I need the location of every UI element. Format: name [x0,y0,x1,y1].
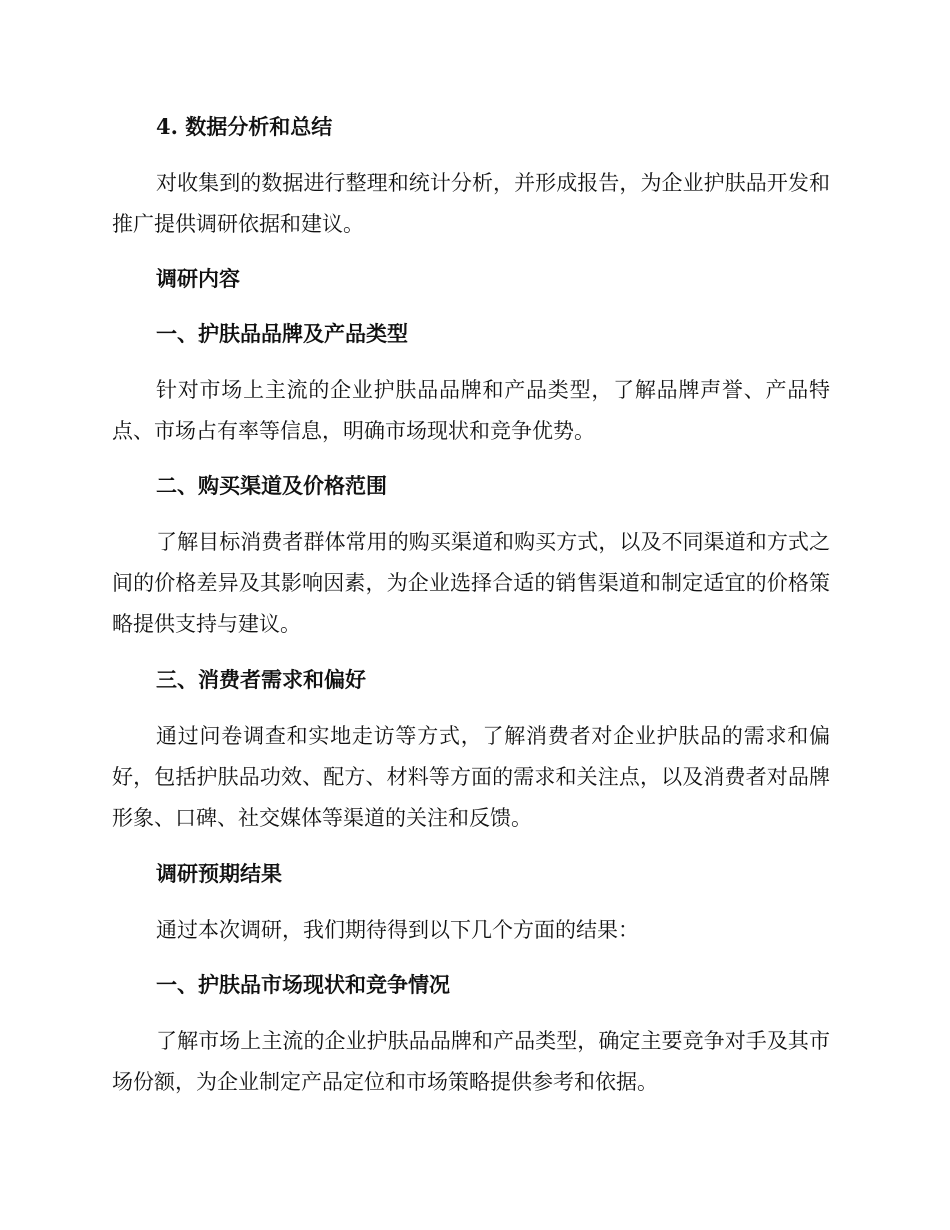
research-content-heading: 调研内容 [156,266,240,291]
content-3-heading: 三、消费者需求和偏好 [156,667,366,692]
result-1-paragraph: 了解市场上主流的企业护肤品品牌和产品类型，确定主要竞争对手及其市场份额，为企业制定产品定位和市场策略提供参考和依据。 [112,1029,830,1094]
content-1-paragraph: 针对市场上主流的企业护肤品品牌和产品类型，了解品牌声誉、产品特点、市场占有率等信息，明确市场现状和竞争优势。 [112,378,830,443]
content-1-heading: 一、护肤品品牌及产品类型 [156,321,408,346]
content-2-heading: 二、购买渠道及价格范围 [156,473,387,498]
expected-results-heading: 调研预期结果 [156,861,282,886]
content-2-paragraph: 了解目标消费者群体常用的购买渠道和购买方式，以及不同渠道和方式之间的价格差异及其影响因素，为企业选择合适的销售渠道和制定适宜的价格策略提供支持与建议。 [112,530,830,636]
result-1-heading: 一、护肤品市场现状和竞争情况 [156,972,450,997]
section-4-heading: 4. 数据分析和总结 [156,114,333,139]
section-4-paragraph: 对收集到的数据进行整理和统计分析，并形成报告，为企业护肤品开发和推广提供调研依据和建议。 [112,171,830,236]
content-3-paragraph: 通过问卷调查和实地走访等方式，了解消费者对企业护肤品的需求和偏好，包括护肤品功效、配方、材料等方面的需求和关注点，以及消费者对品牌形象、口碑、社交媒体等渠道的关注和反馈。 [112,724,830,830]
expected-results-intro: 通过本次调研，我们期待得到以下几个方面的结果： [156,918,639,942]
